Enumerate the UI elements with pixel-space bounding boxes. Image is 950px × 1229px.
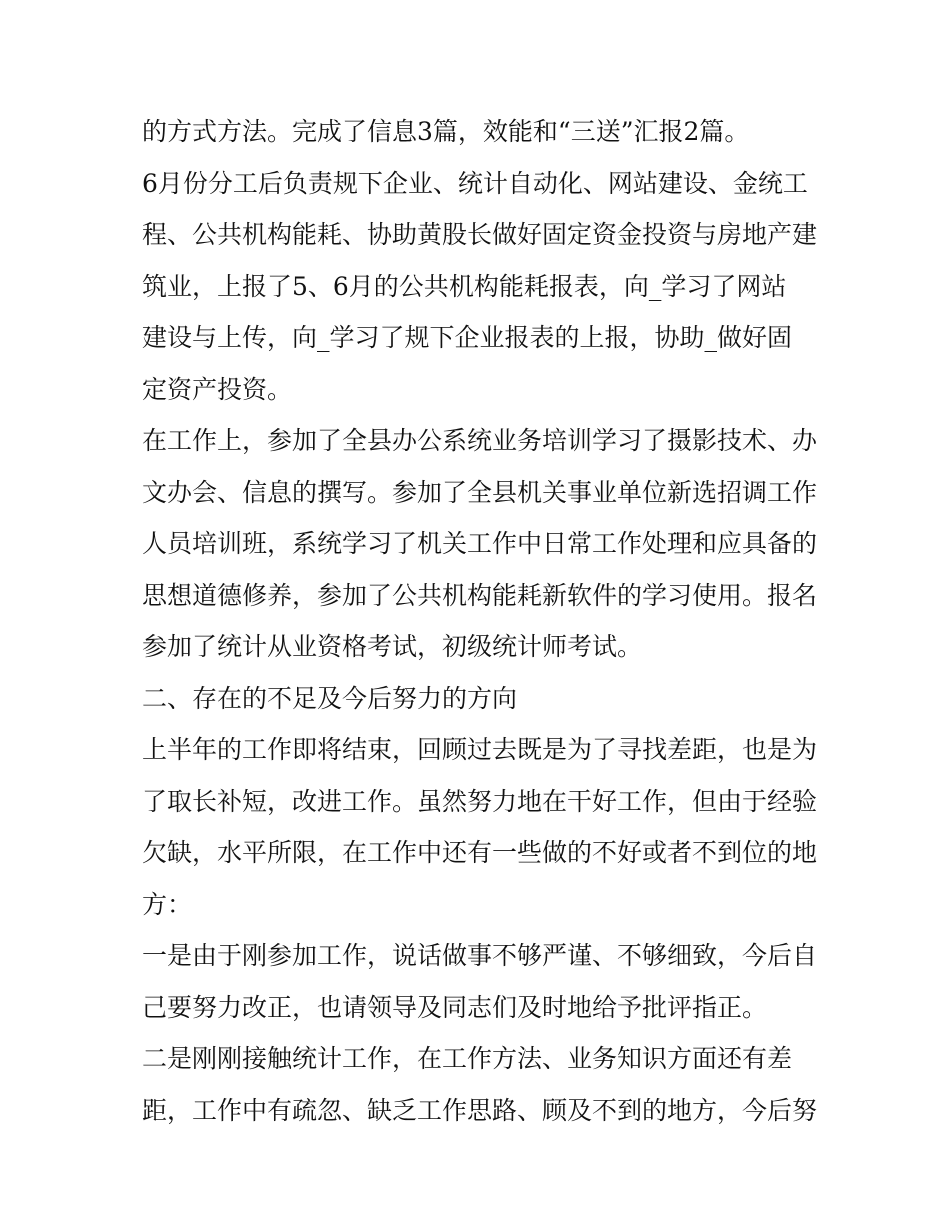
text-line: 思想道德修养，参加了公共机构能耗新软件的学习使用。报名 bbox=[142, 580, 818, 610]
text-line: 筑业，上报了5、6月的公共机构能耗报表，向_学习了网站 bbox=[142, 271, 787, 301]
text-line: 6月份分工后负责规下企业、统计自动化、网站建设、金统工 bbox=[142, 168, 808, 198]
text-line: 了取长补短，改进工作。虽然努力地在干好工作，但由于经验 bbox=[142, 786, 818, 816]
text-line: 人员培训班，系统学习了机关工作中日常工作处理和应具备的 bbox=[142, 529, 818, 558]
text-line: 建设与上传，向_学习了规下企业报表的上报，协助_做好固 bbox=[142, 323, 793, 352]
text-line: 一是由于刚参加工作，说话做事不够严谨、不够细致，今后自 bbox=[142, 941, 818, 970]
text-line: 的方式方法。完成了信息3篇，效能和“三送”汇报2篇。 bbox=[142, 117, 750, 146]
text-line: 欠缺，水平所限，在工作中还有一些做的不好或者不到位的地 bbox=[142, 838, 818, 867]
text-line: 文办会、信息的撰写。参加了全县机关事业单位新选招调工作 bbox=[142, 477, 818, 507]
text-line: 己要努力改正，也请领导及同志们及时地给予批评指正。 bbox=[142, 992, 768, 1022]
text-line: 上半年的工作即将结束，回顾过去既是为了寻找差距，也是为 bbox=[142, 735, 818, 764]
text-line: 距，工作中有疏忽、缺乏工作思路、顾及不到的地方，今后努 bbox=[142, 1095, 818, 1125]
text-line: 在工作上，参加了全县办公系统业务培训学习了摄影技术、办 bbox=[142, 426, 818, 455]
text-line: 方： bbox=[142, 889, 193, 919]
section-heading: 二、存在的不足及今后努力的方向 bbox=[142, 683, 518, 713]
text-line: 二是刚刚接触统计工作，在工作方法、业务知识方面还有差 bbox=[142, 1044, 793, 1073]
text-line: 参加了统计从业资格考试，初级统计师考试。 bbox=[142, 632, 643, 661]
text-line: 定资产投资。 bbox=[142, 374, 293, 404]
document-body bbox=[142, 106, 818, 1136]
text-line: 程、公共机构能耗、协助黄股长做好固定资金投资与房地产建 bbox=[142, 220, 818, 249]
